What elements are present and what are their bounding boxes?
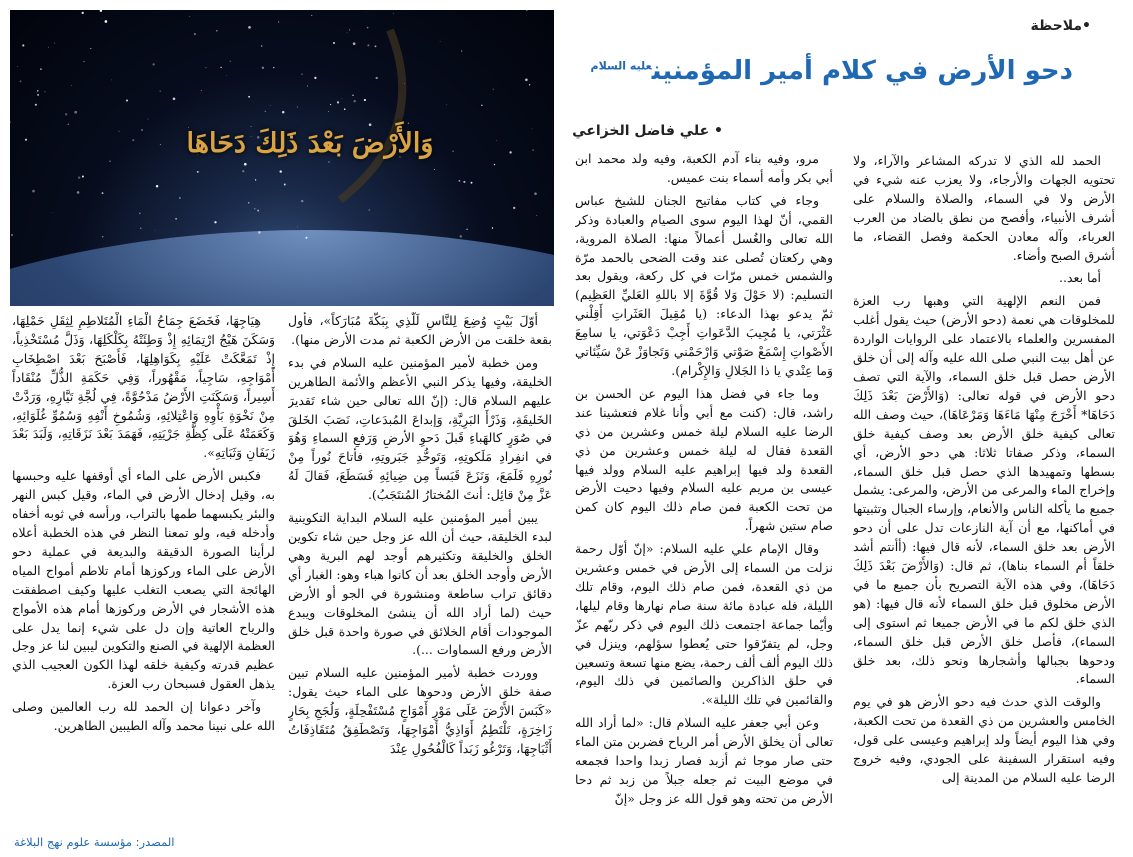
- star: [376, 77, 378, 79]
- star: [20, 80, 22, 82]
- star: [328, 161, 330, 163]
- star: [273, 67, 274, 68]
- star: [141, 129, 143, 131]
- column-left-outer: [12, 312, 275, 848]
- star: [194, 33, 196, 35]
- star: [214, 221, 216, 223]
- paragraph: وقال الإمام علي عليه السلام: «إنّ أوّل رحمة نزلت من السماء إلى الأرض في خمس وعشرين من ذي القعدة، فمن صام ذلك اليوم، وقام تلك الليلة، فله عبادة مائة سنة صام نهارها وقام ليلها، وأيّما جماعة اجتمعت ذلك اليوم في ذكر ربّهم عزّ وجل، لم يتفرّقوا حتى يُعطوا سؤلهم، وينزل في ذلك اليوم ألف ألف رحمة، يضع منها تسعة وتسعين في حلق الذاكرين والصائمين في ذلك اليوم، والقائمين في تلك الليلة».: [575, 541, 833, 708]
- earth-horizon: [10, 230, 554, 306]
- paragraph: فمن النعم الإلهية التي وهبها رب العزة للمخلوقات هي نعمة (دحو الأرض) حيث يقول أغلب المفسرين والعلماء بالاعتماد على الروايات الواردة عن أهل بيت النبي صلى الله عليه وآله إلى أن خلق الأرض حصل قبل خلق السماء، والآية التي تصف دحو الأرض في قوله تعالى: (وَالأَرْضَ بَعْدَ ذَلِكَ دَحَاهَا* أَخْرَجَ مِنْهَا مَاءَهَا وَمَرْعَاهَا)، حيث وصف الله تعالى كيفية خلق الأرض بعد وصف كيفية خلق السماء، وذكر صفاتا ثلاثا: هي دحو الأرض، أي بسطها وتمهيدها الذي حصل قبل خلق السماء، وإخراج الماء والمرعى من الأرض، والمرعى: يشمل جميع ما يأكله الناس والأنعام، وإرساء الجبال وتثبيتها في أماكنها، مع أن آية النازعات تدل على أن دحو الأرض بعد خلق السماء، لأنه قال فيها: (أأنتم أشد خلقاً أم السماء بناها)، ثم قال: (وَالأَرْضَ بَعْدَ ذَلِكَ دَحَاهَا)، وفي هذه الآية التصريح بأن جميع ما في الأرض مخلوق قبل خلق السماء لأنه قال فيها: (هو الذي خلق لكم ما في الأرض جميعا ثم استوى إلى السماء)، فأصل خلق الأرض قبل خلق السماء، ودحوها بجبالها وأشجارها ونحو ذلك، بعد خلق السماء.: [853, 293, 1115, 687]
- star: [255, 179, 256, 180]
- paragraph: مرو، وفيه بناء آدم الكعبة، وفيه ولد محمد ابن أبي بكر وأمه أسماء بنت عميس.: [575, 151, 833, 185]
- star: [481, 105, 482, 106]
- star: [22, 44, 24, 46]
- hero-calligraphy: وَالأَرْضَ بَعْدَ ذَلِكَ دَحَاهَا: [186, 128, 434, 159]
- star: [496, 140, 497, 141]
- star: [509, 151, 511, 153]
- star: [258, 231, 261, 234]
- star: [525, 79, 528, 82]
- star: [220, 67, 221, 68]
- paragraph: وعن أبي جعفر عليه السلام قال: «لما أراد الله تعالى أن يخلق الأرض أمر الرياح فضربن متن الماء حتى صار موجا ثم أزبد فصار زبدا واحدا فجمعه في موضع البيت ثم جعله جبلاً من زبد ثم دحا الأرض من تحته وهو قول الله عز وجل «إنّ: [575, 715, 833, 806]
- star: [404, 83, 405, 84]
- star: [333, 42, 335, 44]
- star: [434, 169, 435, 170]
- star: [244, 163, 247, 166]
- star: [526, 10, 527, 11]
- star: [367, 27, 369, 29]
- star: [32, 190, 35, 193]
- star: [328, 111, 329, 112]
- star: [82, 12, 84, 14]
- source-credit: المصدر: مؤسسة علوم نهج البلاغة: [14, 835, 175, 849]
- star: [307, 86, 308, 87]
- star: [83, 61, 85, 63]
- star: [156, 185, 158, 187]
- star: [37, 94, 39, 96]
- star: [471, 182, 473, 184]
- star: [297, 227, 298, 228]
- star: [270, 105, 271, 106]
- star: [68, 123, 70, 125]
- paragraph: فكبس الأرض على الماء أي أوقفها عليه وحبسها به، وقيل إدخال الأرض في الماء، وقيل كبس النهر والبئر يكبسهما طمها بالتراب، ورأسه في ثوبه أخفاه وأدخله فيه، ولو تمعنا النظر في هذه الخطبة أعلاه لرأينا الصورة الدقيقة والبديعة في عملية دحو الأرض على الماء وركوزها أمام تلاطم أمواج المياه الهائجة التي يصعب التغلب عليها وكيف اصطفقت هذه الأشجار في الأرض وركوزها أمام هذه الأمواج والرياح العاتية وإن دل على شيء إنما يدل على العظمة الإلهية في الصنع والتكوين ليبين لنا عز وجل عظيم قدرته وكيفية خلقه لهذا الكون العجيب الذي يذهل العقول فسبحان رب العزة.: [12, 468, 275, 692]
- star: [100, 10, 102, 12]
- star: [248, 202, 250, 204]
- paragraph: وآخر دعوانا إن الحمد لله رب العالمين وصلى الله على نبينا محمد وآله الطيبين الطاهرين.: [12, 699, 275, 734]
- star: [170, 239, 171, 240]
- star: [226, 75, 227, 76]
- star: [282, 111, 285, 114]
- star: [78, 176, 80, 178]
- star: [160, 90, 161, 91]
- paragraph: ومن خطبة لأمير المؤمنين عليه السلام في بدء الخليقة، وفيها يذكر النبي الأعظم والأئمة الطاهرين عليهم السلام قال: (إنّ الله تعالى حين شاء تَقديرَ الخَليقَةِ، وَذَرْأَ البَرِيَّةِ، وَإبداعَ المُبدَعاتِ، نَصَبَ الخَلقَ في صُوَرٍ كالهَباءِ قَبلَ دَحوِ الأرضِ وَرَفعِ السماءِ وَهُوَ في انفِرادِ مَلَكوتِهِ، وَتَوحُّدِ جَبَروتِهِ، فأتاحَ نُوراً مِنْ نُورِهِ فَلَمَعَ، وَنَزَعَ قَبَساً مِن ضِيائِهِ فَسَطَعَ، فَقالَ لَهُ عَزَّ مِنْ قائِل: أنتَ المُختارُ المُنتَجَبُ).: [288, 354, 552, 503]
- paragraph: يبين أمير المؤمنين عليه السلام البداية التكوينية لبدء الخليقة، حيث أن الله عز وجل حين شاء تكوين الخلق والخليقة وتكثيرهم أوجد لهم البرية وهي الأرض وأوجد الخلق بعد أن كانوا هباء وهو: الغبار أي دقائق تراب ساطعة ومنشورة في الجو أو الأرض حيث (لما أراد الله أن ينشئ المخلوقات ويبدع الموجودات أقام الخلائق في صورة واحدة قبل خلق الأرض ورفع السماوات ...).: [288, 510, 552, 658]
- star: [101, 18, 102, 19]
- star: [74, 111, 77, 114]
- star: [257, 210, 259, 212]
- star: [242, 170, 244, 172]
- star: [532, 149, 533, 150]
- paragraph: أما بعد..: [1059, 270, 1101, 286]
- star: [254, 208, 256, 210]
- star: [109, 161, 110, 162]
- star: [251, 126, 252, 127]
- column-left-inner: [288, 312, 552, 848]
- honorific: عليه السلام: [590, 59, 652, 73]
- star: [342, 98, 343, 99]
- star: [148, 119, 149, 120]
- star: [37, 90, 38, 91]
- star: [48, 47, 49, 48]
- star: [278, 21, 279, 22]
- star: [534, 192, 537, 195]
- star: [10, 121, 11, 123]
- star: [35, 104, 37, 106]
- star: [201, 90, 202, 91]
- star: [132, 139, 134, 141]
- star: [71, 85, 72, 86]
- star: [352, 95, 353, 96]
- star: [306, 237, 308, 239]
- star: [284, 184, 286, 186]
- star: [301, 74, 302, 75]
- star: [111, 80, 112, 81]
- star: [52, 212, 53, 213]
- star: [369, 209, 370, 210]
- star: [353, 100, 355, 102]
- star: [152, 63, 154, 65]
- star: [369, 123, 372, 126]
- star: [17, 66, 18, 67]
- star: [102, 236, 104, 238]
- star: [261, 45, 263, 47]
- paragraph: ووردت خطبة لأمير المؤمنين عليه السلام تبين صفة خلق الأرض ودحوها على الماء حيث يقول: «كَبَسَ الأَرْضَ عَلَى مَوْرِ أَمْوَاجٍ مُسْتَفْحِلَةٍ، وَلُجَجِ بِحَارٍ زَاخِرَةٍ، تَلْتَطِمُ أَوَاذِيُّ أَمْوَاجِهَا، وَتَصْطَفِقُ مُتَقَاذِفَاتُ أَثْبَاجِهَا، وَتَرْغُو زَبَداً كَالْفُحُولِ عِنْدَ: [288, 665, 552, 756]
- star: [513, 207, 515, 209]
- star: [65, 113, 67, 115]
- star: [311, 15, 312, 16]
- star: [337, 101, 339, 103]
- star: [301, 200, 303, 202]
- star: [77, 191, 80, 194]
- star: [347, 33, 348, 34]
- star: [349, 29, 350, 30]
- star: [11, 234, 13, 236]
- star: [367, 44, 369, 46]
- paragraph: الحمد لله الذي لا تدركه المشاعر والآراء، ولا تحتويه الجهات والأرجاء، ولا يعزب عنه شيء في الأرض ولا في السماء، والصلاة والسلام على أشرف الأنبياء، وأفصح من نطق بالضاد من العرب العرباء، وآله معادن الحكمة وفصل القضاء، ما أشرق الصبح وأضاء.: [853, 153, 1115, 263]
- paragraph: أوّلَ بَيْتٍ وُضِعَ لِلنَّاسِ لَلَّذِي بِبَكَّةَ مُبَارَكاً»، فأول بقعة خلقت من الأرض الكعبة ثم مدت الأرض منها).: [288, 313, 552, 347]
- star: [314, 77, 316, 79]
- star: [216, 30, 218, 32]
- paragraph: وما جاء في فضل هذا اليوم عن الحسن بن راشد، قال: (كنت مع أبي وأنا غلام فتعشينا عند الرضا عليه السلام ليلة خمس وعشرين من ذي القعدة فقال له ليلة خمس وعشرين من ذي القعدة ولد فيها إبراهيم عليه السلام وولد فيها عيسى بن مريم عليه السلام وفيها دحيت الأرض من تحت الكعبة فمن صام ذلك اليوم كان كمن صام ستين شهراً.: [575, 385, 833, 534]
- star: [54, 43, 55, 44]
- paragraph: والوقت الذي حدث فيه دحو الأرض هو في يوم الخامس والعشرين من ذي القعدة من تحت الكعبة، وفي هذا اليوم أيضاً ولد إبراهيم وعيسى على قول، وفيه استقرار السفينة على الجودي، وفيه خروج الرضا عليه السلام من المدينة إلى: [853, 694, 1115, 785]
- star: [139, 212, 141, 214]
- star: [375, 45, 377, 47]
- star: [280, 170, 282, 172]
- star: [265, 111, 266, 112]
- star: [494, 164, 495, 165]
- star: [536, 215, 537, 216]
- star: [459, 180, 461, 182]
- star: [230, 61, 231, 62]
- star: [364, 99, 366, 101]
- star: [25, 139, 27, 141]
- column-right: [853, 152, 1115, 848]
- star: [248, 26, 251, 29]
- star: [155, 230, 156, 231]
- star: [118, 131, 119, 132]
- star: [140, 228, 141, 229]
- star: [205, 67, 206, 68]
- star: [440, 41, 441, 42]
- star: [126, 99, 128, 101]
- calligraphy-shadow: [340, 30, 402, 200]
- star: [461, 50, 462, 51]
- star: [493, 89, 494, 90]
- star: [297, 107, 298, 108]
- star: [179, 197, 181, 199]
- star: [105, 20, 108, 23]
- star: [366, 11, 367, 12]
- star: [197, 171, 199, 173]
- star: [460, 235, 462, 237]
- star: [82, 176, 84, 178]
- title-text: دحو الأرض في كلام أمير المؤمنين: [651, 56, 1073, 86]
- star: [330, 104, 331, 105]
- star: [532, 128, 533, 129]
- star: [463, 181, 465, 183]
- column-middle: [575, 150, 833, 850]
- star: [44, 91, 45, 92]
- star: [466, 229, 467, 230]
- star: [175, 218, 177, 220]
- star: [529, 84, 531, 86]
- star: [446, 104, 447, 105]
- star: [248, 96, 250, 98]
- hero-image: [10, 10, 554, 306]
- star: [408, 123, 409, 124]
- star: [40, 68, 42, 70]
- article-title: [590, 56, 1073, 86]
- star: [189, 16, 190, 17]
- star: [262, 67, 264, 69]
- star: [90, 48, 91, 49]
- star: [344, 108, 346, 110]
- paragraph: وجاء في كتاب مفاتيح الجنان للشيخ عباس القمي، أنّ لهذا اليوم سوى الصيام والعبادة وذكر الله تعالى والغُسل أعمالاً منها: الصلاة المروية، وهي ركعتان تُصلى عند وقت الضحى بالحمد مرّة والشمس خمس مرّات في كل ركعة، ويقول بعد التسليم: (لا حَوْلَ وَلا قُوَّةَ إلا باللهِ العَليِّ العَظِيم) ثمّ يدعو بهذا الدعاء: (يا مُقِيلَ العَثَراتِ أَقِلْني عَثْرَتي، يا مُجِيبَ الدَّعَواتِ أَجِبْ دَعْوَتي، يا سامِعَ الأَصْواتِ إِسْمَعْ صَوْتي وَارْحَمْني وَتَجاوَزْ عَنْ سَيِّئاتي وَما عِنْدي يا ذا الجَلالِ وَالإِكْرام).: [575, 192, 833, 378]
- paragraph: هِيَاجِهَا، فَخَضَعَ جِمَاحُ الْمَاءِ الْمُتَلاطِمِ لِثِقَلِ حَمْلِهَا، وَسَكَنَ هَيْجُ ارْتِمَائِهِ إِذْ وَطِئَتْهُ بِكَلْكَلِهَا، وَذَلَّ مُسْتَخْذِياً، إِذْ تَمَعَّكَتْ عَلَيْهِ بِكَوَاهِلِهَا، فَأَصْبَحَ بَعْدَ اصْطِخَابِ أَمْوَاجِهِ، سَاجِياً، مَقْهُوراً، وَفِي حَكَمَةِ الذُّلِّ مُنْقَاداً أَسِيراً، وَسَكَنَتِ الأَرْضُ مَدْحُوَّةً، فِي لُجَّةِ تَيَّارِهِ، وَرَدَّتْ مِنْ نَخْوَةِ بَأْوِهِ وَاعْتِلائِهِ، وَشُمُوخِ أَنْفِهِ وَسُمُوِّ غُلَوَائِهِ، وَكَعَمَتْهُ عَلَى كِظَّةِ جَرْيَتِهِ، فَهَمَدَ بَعْدَ نَزَقَاتِهِ، وَلَبَدَ بَعْدَ زَيَفَانِ وَثَبَاتِهِ».: [12, 313, 275, 461]
- star: [393, 13, 394, 14]
- star: [492, 227, 493, 228]
- author-byline: • علي فاضل الخزاعي: [572, 123, 723, 139]
- star: [353, 42, 356, 45]
- star-field: [10, 10, 537, 240]
- star: [173, 98, 176, 101]
- star: [102, 192, 104, 194]
- section-label: •ملاحظة: [1030, 18, 1091, 34]
